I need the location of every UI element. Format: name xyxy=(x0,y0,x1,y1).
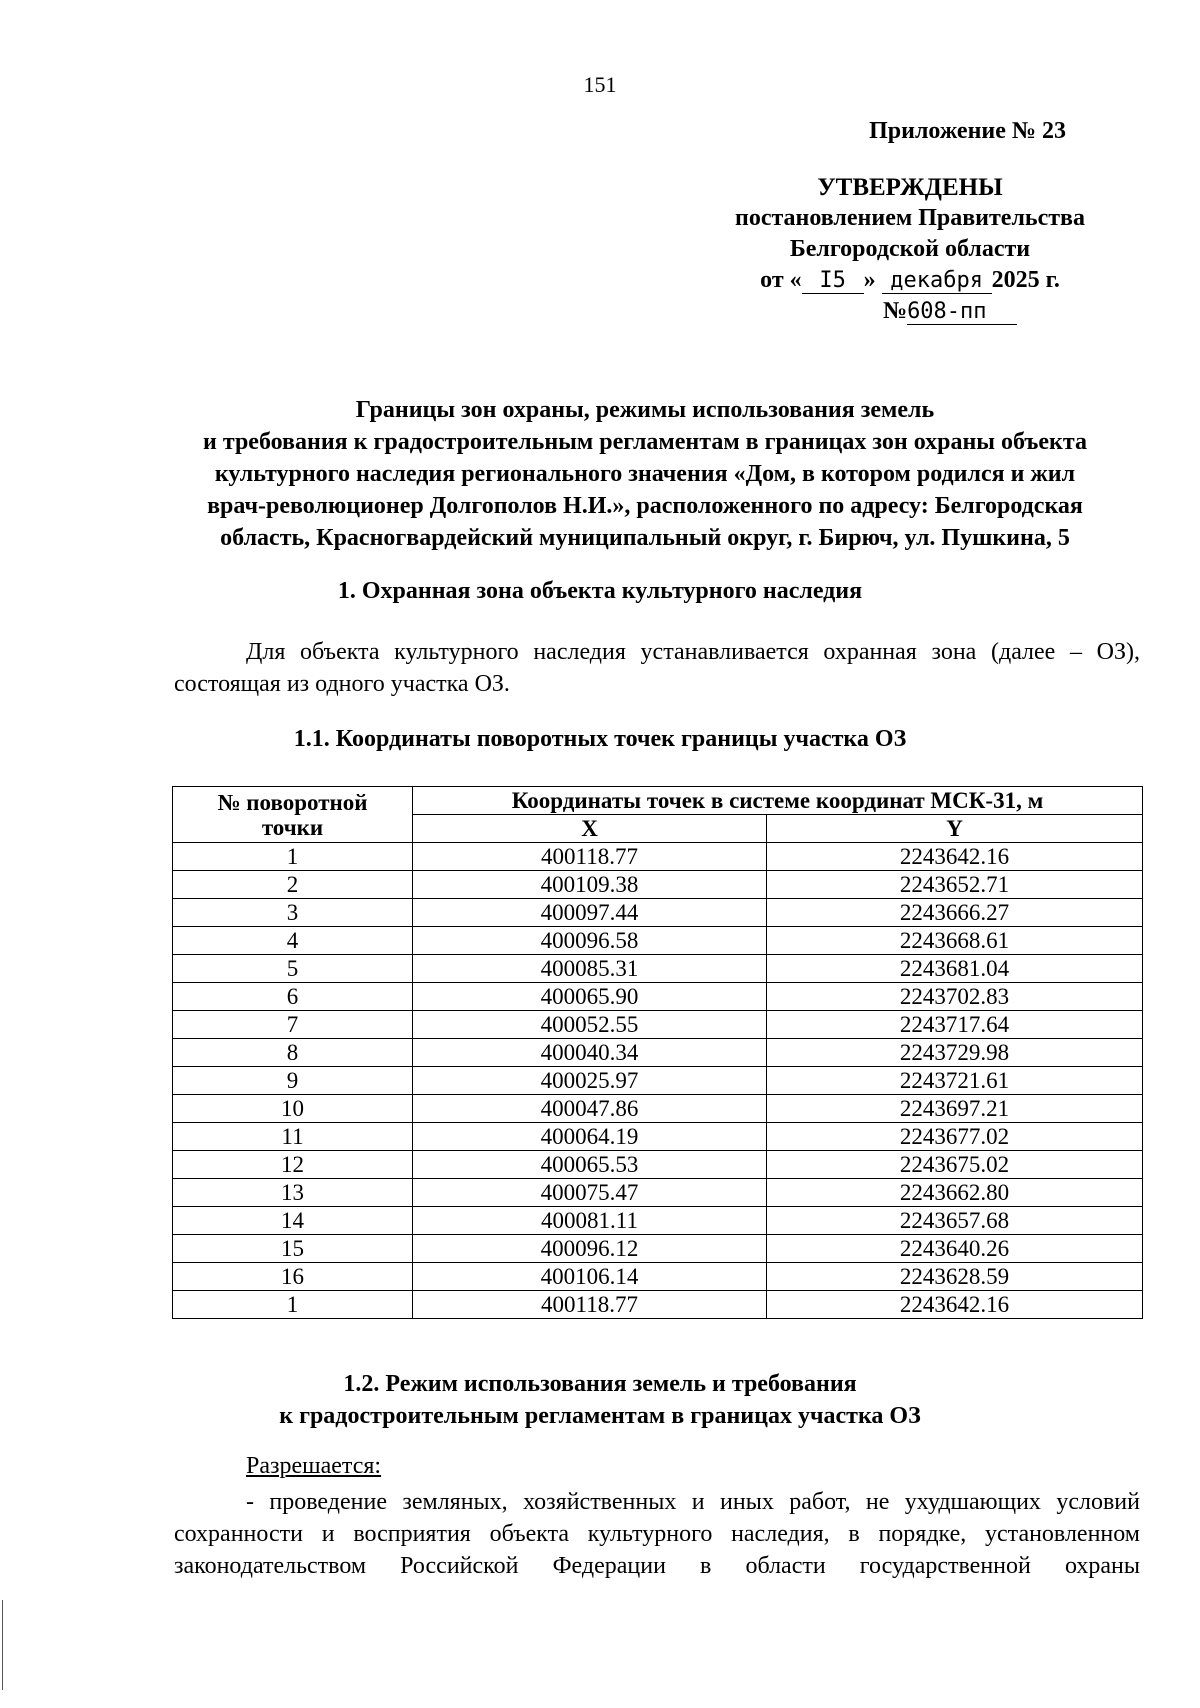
title-line-1: Границы зон охраны, режимы использования земель xyxy=(355,397,935,423)
table-row xyxy=(173,927,1143,955)
section-1-2-heading xyxy=(0,1368,1200,1432)
point-number-cell: 12 xyxy=(173,1151,413,1179)
header-point-number xyxy=(173,787,413,843)
header-point-line-1: № поворотной xyxy=(217,789,368,815)
y-coordinate-cell: 2243702.83 xyxy=(767,983,1143,1011)
date-prefix: от « xyxy=(760,267,802,293)
y-coordinate-cell: 2243717.64 xyxy=(767,1011,1143,1039)
point-number-cell: 11 xyxy=(173,1123,413,1151)
approval-number xyxy=(883,296,1017,327)
table-row xyxy=(173,1095,1143,1123)
number-prefix: № xyxy=(882,298,908,324)
table-row xyxy=(173,899,1143,927)
annex-label: Приложение № 23 xyxy=(869,118,1066,144)
point-number-cell: 2 xyxy=(173,871,413,899)
point-number-cell: 9 xyxy=(173,1067,413,1095)
x-coordinate-cell: 400097.44 xyxy=(413,899,767,927)
coordinates-table-body xyxy=(173,843,1143,1319)
table-row xyxy=(173,1235,1143,1263)
y-coordinate-cell: 2243666.27 xyxy=(767,899,1143,927)
y-coordinate-cell: 2243662.80 xyxy=(767,1179,1143,1207)
approved-by-line-1: постановлением Правительства xyxy=(734,205,1085,231)
x-coordinate-cell: 400096.12 xyxy=(413,1235,767,1263)
y-coordinate-cell: 2243677.02 xyxy=(767,1123,1143,1151)
y-coordinate-cell: 2243721.61 xyxy=(767,1067,1143,1095)
x-coordinate-cell: 400106.14 xyxy=(413,1263,767,1291)
number-value: 608-пп xyxy=(907,300,1017,325)
y-coordinate-cell: 2243675.02 xyxy=(767,1151,1143,1179)
point-number-cell: 7 xyxy=(173,1011,413,1039)
y-coordinate-cell: 2243697.21 xyxy=(767,1095,1143,1123)
header-y: Y xyxy=(767,815,1143,843)
approved-by-line-2: Белгородской области xyxy=(789,236,1031,262)
point-number-cell: 3 xyxy=(173,899,413,927)
table-row xyxy=(173,983,1143,1011)
approval-date xyxy=(660,265,1160,296)
point-number-cell: 15 xyxy=(173,1235,413,1263)
x-coordinate-cell: 400109.38 xyxy=(413,871,767,899)
table-row xyxy=(173,1291,1143,1319)
approval-block xyxy=(660,172,1160,327)
allowed-label: Разрешается: xyxy=(246,1453,382,1479)
point-number-cell: 8 xyxy=(173,1039,413,1067)
table-row xyxy=(173,1263,1143,1291)
point-number-cell: 14 xyxy=(173,1207,413,1235)
title-line-4: врач-революционер Долгополов Н.И.», расположенного по адресу: Белгородская xyxy=(207,493,1083,519)
point-number-cell: 1 xyxy=(173,843,413,871)
x-coordinate-cell: 400040.34 xyxy=(413,1039,767,1067)
point-number-cell: 6 xyxy=(173,983,413,1011)
y-coordinate-cell: 2243652.71 xyxy=(767,871,1143,899)
table-row xyxy=(173,1067,1143,1095)
table-row xyxy=(173,1151,1143,1179)
allowed-text: - проведение земляных, хозяйственных и иных работ, не ухудшающих условий сохранности и восприятия объекта культурного наследия, в порядке, установленном законодательством Российской Федерации в области государственной охраны xyxy=(174,1489,1140,1579)
x-coordinate-cell: 400081.11 xyxy=(413,1207,767,1235)
x-coordinate-cell: 400118.77 xyxy=(413,843,767,871)
y-coordinate-cell: 2243640.26 xyxy=(767,1235,1143,1263)
date-month: декабря xyxy=(882,269,992,294)
coordinates-table xyxy=(172,786,1143,1319)
table-row xyxy=(173,1207,1143,1235)
title-line-5: область, Красногвардейский муниципальный округ, г. Бирюч, ул. Пушкина, 5 xyxy=(220,525,1070,551)
x-coordinate-cell: 400096.58 xyxy=(413,927,767,955)
date-day: I5 xyxy=(802,269,864,294)
y-coordinate-cell: 2243628.59 xyxy=(767,1263,1143,1291)
y-coordinate-cell: 2243657.68 xyxy=(767,1207,1143,1235)
y-coordinate-cell: 2243642.16 xyxy=(767,843,1143,871)
title-line-3: культурного наследия регионального значения «Дом, в котором родился и жил xyxy=(214,461,1076,487)
y-coordinate-cell: 2243668.61 xyxy=(767,927,1143,955)
x-coordinate-cell: 400025.97 xyxy=(413,1067,767,1095)
point-number-cell: 16 xyxy=(173,1263,413,1291)
y-coordinate-cell: 2243681.04 xyxy=(767,955,1143,983)
date-mid: » xyxy=(863,267,876,293)
section-1-2-heading-line-2: к градостроительным регламентам в границах участка ОЗ xyxy=(279,1403,921,1429)
x-coordinate-cell: 400065.90 xyxy=(413,983,767,1011)
x-coordinate-cell: 400075.47 xyxy=(413,1179,767,1207)
y-coordinate-cell: 2243642.16 xyxy=(767,1291,1143,1319)
header-coordinates: Координаты точек в системе координат МСК-31, м xyxy=(413,787,1143,815)
table-row xyxy=(173,871,1143,899)
table-row xyxy=(173,1123,1143,1151)
table-row xyxy=(173,955,1143,983)
date-year: 2025 г. xyxy=(991,267,1060,293)
x-coordinate-cell: 400118.77 xyxy=(413,1291,767,1319)
section-1-text: Для объекта культурного наследия устанавливается охранная зона (далее – ОЗ), состоящая из одного участка ОЗ. xyxy=(174,639,1140,697)
table-row xyxy=(173,843,1143,871)
scan-margin-line xyxy=(2,1600,3,1690)
header-point-line-2: точки xyxy=(261,814,324,840)
x-coordinate-cell: 400047.86 xyxy=(413,1095,767,1123)
section-1-heading: 1. Охранная зона объекта культурного наследия xyxy=(337,578,863,604)
point-number-cell: 4 xyxy=(173,927,413,955)
x-coordinate-cell: 400064.19 xyxy=(413,1123,767,1151)
approved-heading: УТВЕРЖДЕНЫ xyxy=(817,174,1003,201)
point-number-cell: 5 xyxy=(173,955,413,983)
document-title xyxy=(170,394,1120,554)
table-row xyxy=(173,1011,1143,1039)
header-x: X xyxy=(413,815,767,843)
point-number-cell: 13 xyxy=(173,1179,413,1207)
x-coordinate-cell: 400065.53 xyxy=(413,1151,767,1179)
page-number: 151 xyxy=(583,72,617,97)
table-row xyxy=(173,1179,1143,1207)
table-row xyxy=(173,1039,1143,1067)
point-number-cell: 1 xyxy=(173,1291,413,1319)
section-1-2-heading-line-1: 1.2. Режим использования земель и требования xyxy=(343,1371,857,1397)
point-number-cell: 10 xyxy=(173,1095,413,1123)
x-coordinate-cell: 400052.55 xyxy=(413,1011,767,1039)
y-coordinate-cell: 2243729.98 xyxy=(767,1039,1143,1067)
section-1-1-heading: 1.1. Координаты поворотных точек границы участка ОЗ xyxy=(293,726,907,752)
title-line-2: и требования к градостроительным регламентам в границах зон охраны объекта xyxy=(203,429,1087,455)
x-coordinate-cell: 400085.31 xyxy=(413,955,767,983)
